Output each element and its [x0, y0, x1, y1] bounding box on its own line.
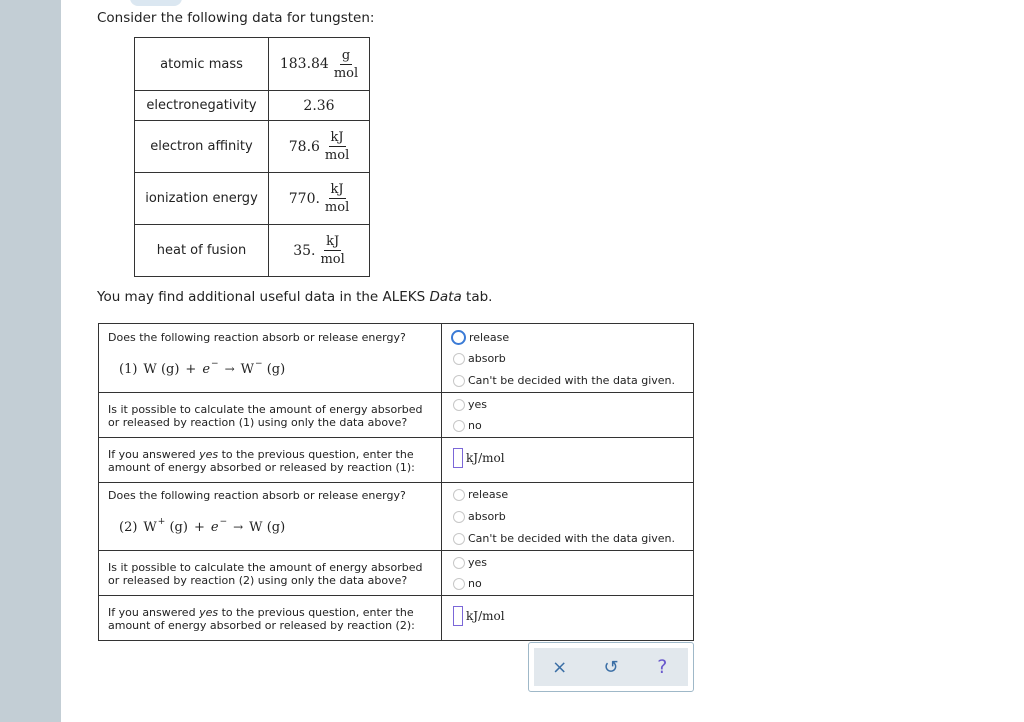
question-text-post: to the previous question, enter the	[218, 448, 414, 461]
radio-button[interactable]	[451, 330, 466, 345]
radio-button[interactable]	[453, 420, 465, 432]
unit-denominator: mol	[333, 65, 359, 81]
property-value	[269, 225, 370, 277]
note-text: You may find additional useful data in the ALEKS	[97, 289, 430, 305]
question-text-pre: If you answered	[108, 448, 200, 461]
unit-denominator: mol	[324, 200, 350, 215]
reactant-charge: +	[157, 517, 166, 527]
radio-button[interactable]	[453, 557, 465, 569]
question-3-text	[108, 448, 415, 474]
radio-button[interactable]	[453, 399, 465, 411]
electron-charge: −	[211, 359, 219, 369]
option-label: Can't be decided with the data given.	[468, 532, 675, 545]
radio-release-2[interactable]	[453, 488, 508, 501]
property-label: electron affinity	[135, 121, 269, 173]
electron-symbol: e	[210, 520, 219, 535]
radio-cannot-decide-1[interactable]	[453, 374, 675, 387]
product	[249, 520, 285, 535]
radio-button[interactable]	[453, 511, 465, 523]
option-label: Can't be decided with the data given.	[468, 374, 675, 387]
table-row	[135, 38, 370, 91]
radio-yes-2[interactable]	[453, 556, 487, 569]
property-value	[269, 121, 370, 173]
product-symbol: W	[240, 362, 254, 377]
question-line: Is it possible to calculate the amount of energy absorbed	[108, 561, 423, 574]
property-label: ionization energy	[135, 173, 269, 225]
question-line: Is it possible to calculate the amount of energy absorbed	[108, 403, 423, 416]
unit-numerator: g	[341, 47, 351, 63]
radio-button[interactable]	[453, 353, 465, 365]
plus-sign: +	[185, 362, 197, 377]
property-value	[269, 38, 370, 91]
unit-numerator: kJ	[330, 130, 344, 145]
plus-sign: +	[193, 520, 205, 535]
answer-toolbar	[528, 642, 694, 692]
question-1-text: Does the following reaction absorb or release energy?	[108, 331, 406, 344]
electron-charge: −	[219, 517, 228, 527]
radio-absorb-1[interactable]	[453, 352, 506, 365]
question-text-pre: If you answered	[108, 606, 200, 619]
unit-fraction	[320, 235, 344, 266]
note-emphasis: Data	[429, 289, 462, 305]
reaction-arrow: →	[224, 362, 235, 376]
product-symbol: W	[249, 520, 263, 535]
energy-answer-2	[453, 606, 505, 626]
reactant	[143, 362, 179, 377]
unit-fraction	[325, 183, 349, 214]
table-row	[135, 225, 370, 277]
product-state: (g)	[266, 362, 286, 377]
value-number: 35.	[293, 242, 316, 259]
reactant-symbol: W	[143, 520, 157, 535]
option-label: no	[468, 419, 482, 432]
unit-fraction	[325, 131, 349, 162]
radio-button[interactable]	[453, 578, 465, 590]
question-emphasis: yes	[199, 606, 219, 619]
property-label: electronegativity	[135, 91, 269, 121]
question-line: or released by reaction (2) using only the data above?	[108, 574, 408, 587]
radio-button[interactable]	[453, 375, 465, 387]
reaction-1	[119, 359, 286, 377]
option-label: absorb	[468, 352, 506, 365]
question-emphasis: yes	[199, 448, 219, 461]
question-2-text	[108, 403, 423, 429]
electron-symbol: e	[202, 362, 211, 377]
radio-absorb-2[interactable]	[453, 510, 506, 523]
property-label: atomic mass	[135, 38, 269, 91]
radio-yes-1[interactable]	[453, 398, 487, 411]
question-4-text: Does the following reaction absorb or release energy?	[108, 489, 406, 502]
energy-input-1[interactable]	[453, 448, 463, 468]
reactant-symbol: W	[143, 362, 157, 377]
radio-button[interactable]	[453, 533, 465, 545]
option-label: release	[469, 331, 510, 344]
option-label: yes	[468, 556, 488, 569]
row-divider	[99, 392, 693, 393]
top-tab[interactable]	[130, 0, 182, 6]
toolbar-buttons	[534, 648, 688, 686]
value-number: 183.84	[279, 56, 329, 72]
note-text-end: tab.	[461, 289, 493, 305]
left-sidebar	[0, 0, 61, 722]
reactant-state: (g)	[169, 520, 188, 535]
radio-no-1[interactable]	[453, 419, 482, 432]
option-label: absorb	[468, 510, 506, 523]
reactant-state: (g)	[160, 362, 180, 377]
row-divider	[99, 437, 693, 438]
radio-release-1[interactable]	[453, 330, 509, 345]
question-6-text	[108, 606, 415, 632]
product	[240, 359, 286, 377]
property-value: 2.36	[269, 91, 370, 121]
table-row	[135, 121, 370, 173]
radio-no-2[interactable]	[453, 577, 482, 590]
option-label: yes	[468, 398, 488, 411]
question-line: amount of energy absorbed or released by reaction (2):	[108, 619, 415, 632]
unit-label: kJ/mol	[466, 609, 505, 623]
radio-button[interactable]	[453, 489, 465, 501]
properties-table	[134, 37, 370, 277]
unit-denominator: mol	[320, 252, 345, 267]
reactant	[143, 517, 188, 535]
reaction-number: (2)	[119, 520, 138, 535]
question-panel	[98, 323, 694, 641]
reaction-number: (1)	[119, 362, 138, 377]
property-label: heat of fusion	[135, 225, 269, 277]
property-value	[269, 173, 370, 225]
table-row	[135, 173, 370, 225]
unit-numerator: kJ	[330, 182, 344, 197]
radio-cannot-decide-2[interactable]	[453, 532, 675, 545]
option-label: release	[468, 488, 509, 501]
energy-input-2[interactable]	[453, 606, 463, 626]
clear-icon[interactable]: ×	[552, 656, 568, 678]
unit-denominator: mol	[324, 148, 350, 163]
table-row	[135, 91, 370, 121]
intro-text: Consider the following data for tungsten:	[97, 10, 375, 26]
data-tab-note	[97, 289, 492, 305]
reaction-arrow: →	[233, 520, 244, 534]
unit-fraction	[334, 49, 358, 80]
unit-numerator: kJ	[326, 234, 340, 249]
option-label: no	[468, 577, 482, 590]
help-icon[interactable]: ?	[657, 656, 668, 678]
value-number: 78.6	[288, 138, 320, 155]
question-5-text	[108, 561, 423, 587]
reaction-2	[119, 517, 286, 535]
question-text-post: to the previous question, enter the	[218, 606, 414, 619]
product-charge: −	[255, 359, 263, 369]
electron	[202, 359, 219, 377]
unit-label: kJ/mol	[466, 451, 505, 465]
row-divider	[99, 595, 693, 596]
undo-icon[interactable]: ↺	[603, 656, 619, 678]
energy-answer-1	[453, 448, 505, 468]
question-line: amount of energy absorbed or released by reaction (1):	[108, 461, 415, 474]
product-state: (g)	[266, 520, 286, 535]
row-divider	[99, 482, 693, 483]
question-line: or released by reaction (1) using only the data above?	[108, 416, 408, 429]
electron	[210, 517, 228, 535]
value-number: 770.	[288, 190, 320, 207]
row-divider	[99, 550, 693, 551]
